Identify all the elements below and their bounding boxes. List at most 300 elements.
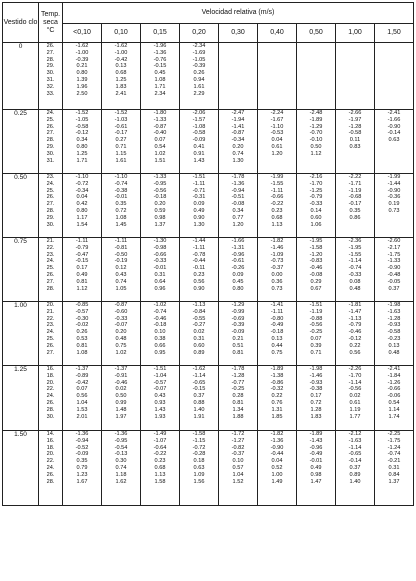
pmv-value: -1.43 — [309, 437, 323, 444]
pmv-value: -0.66 — [387, 386, 401, 393]
pmv-value: -1.10 — [270, 123, 284, 130]
temperature-value: 21. — [46, 238, 55, 244]
temperature-value: 22. — [46, 244, 55, 251]
pmv-value: -0.48 — [387, 271, 401, 278]
pmv-value: -0.90 — [270, 444, 284, 451]
pmv-value: 1.37 — [388, 478, 400, 485]
pmv-value: -1.36 — [270, 437, 284, 444]
pmv-value: -0.60 — [114, 308, 128, 315]
pmv-value: -0.33 — [153, 258, 167, 265]
temperature-value: 20. — [46, 379, 55, 386]
temperature-value: 27. — [46, 201, 55, 208]
pmv-value: -0.93 — [387, 322, 401, 329]
pmv-value: 0.94 — [193, 76, 205, 83]
pmv-value: -0.55 — [192, 315, 206, 322]
pmv-value: 0.75 — [115, 342, 127, 349]
pmv-value: -1.98 — [309, 366, 323, 372]
pmv-value: 1.48 — [115, 406, 127, 413]
pmv-value: 0.38 — [154, 335, 166, 342]
pmv-value: 1.97 — [115, 413, 127, 420]
pmv-value-cell — [336, 174, 375, 238]
temperature-value: 23. — [46, 174, 55, 180]
pmv-value: 0.81 — [76, 278, 88, 285]
pmv-value-cell — [336, 431, 375, 506]
pmv-value: -1.82 — [270, 238, 284, 244]
pmv-value: -1.27 — [231, 437, 245, 444]
pmv-value: 0.98 — [154, 214, 166, 221]
pmv-value: 0.34 — [232, 207, 244, 214]
pmv-value: 1.96 — [76, 83, 88, 90]
pmv-value: 1.34 — [232, 406, 244, 413]
pmv-value-cell — [102, 110, 141, 174]
pmv-value: 0.37 — [349, 464, 361, 471]
pmv-value: -1.28 — [348, 123, 362, 130]
pmv-value: 0.75 — [271, 349, 283, 356]
temperature-value: 27. — [46, 349, 55, 356]
pmv-value: -1.07 — [153, 437, 167, 444]
pmv-value: -2.26 — [348, 366, 362, 372]
temperature-value: 31. — [46, 76, 55, 83]
pmv-value: -0.34 — [231, 137, 245, 144]
pmv-value: 0.81 — [232, 349, 244, 356]
pmv-value: 0.44 — [271, 342, 283, 349]
pmv-value: 0.22 — [349, 342, 361, 349]
pmv-value: 2.29 — [193, 90, 205, 97]
pmv-value: -1.46 — [309, 372, 323, 379]
pmv-value: -0.38 — [309, 386, 323, 393]
pmv-value: -1.46 — [270, 244, 284, 251]
pmv-value: 1.02 — [154, 150, 166, 157]
table-row — [3, 302, 414, 366]
temperature-value: 28. — [46, 137, 55, 144]
pmv-value: 1.49 — [271, 478, 283, 485]
pmv-value: -0.11 — [192, 265, 206, 272]
pmv-value: 0.48 — [388, 349, 400, 356]
temperature-value: 21. — [46, 308, 55, 315]
pmv-value: 0.60 — [310, 214, 322, 221]
pmv-value: -0.18 — [153, 322, 167, 329]
temperature-value: 20. — [46, 451, 55, 458]
pmv-value-cell — [297, 174, 336, 238]
pmv-value: -2.60 — [387, 238, 401, 244]
pmv-value: -0.80 — [270, 315, 284, 322]
temperature-value: 24. — [46, 180, 55, 187]
pmv-value: -0.12 — [75, 130, 89, 137]
pmv-value: -0.82 — [231, 444, 245, 451]
pmv-value: 0.39 — [310, 342, 322, 349]
temperature-value: 26. — [46, 123, 55, 130]
pmv-value: -0.46 — [114, 379, 128, 386]
pmv-value: 1.23 — [76, 471, 88, 478]
pmv-value: 0.20 — [115, 329, 127, 336]
pmv-value: -2.24 — [270, 110, 284, 116]
pmv-value: -0.98 — [153, 244, 167, 251]
pmv-value: 0.50 — [115, 393, 127, 400]
pmv-value: 0.23 — [154, 458, 166, 465]
pmv-value: 0.90 — [193, 285, 205, 292]
pmv-value: -1.75 — [387, 251, 401, 258]
pmv-value: 1.71 — [76, 157, 88, 164]
pmv-value: 0.35 — [76, 458, 88, 465]
pmv-value: 1.71 — [154, 83, 166, 90]
pmv-value: 1.40 — [193, 406, 205, 413]
pmv-value-cell — [180, 43, 219, 110]
pmv-value-cell — [180, 366, 219, 431]
pmv-value: -0.61 — [114, 123, 128, 130]
pmv-value: 0.93 — [154, 399, 166, 406]
pmv-value: 0.21 — [76, 63, 88, 70]
pmv-value: -1.14 — [192, 372, 206, 379]
pmv-value: -0.25 — [309, 329, 323, 336]
pmv-value: 1.37 — [154, 221, 166, 228]
pmv-value: 1.31 — [271, 406, 283, 413]
pmv-value: -1.10 — [75, 174, 89, 180]
pmv-value: 0.73 — [388, 207, 400, 214]
pmv-value: 0.57 — [232, 464, 244, 471]
pmv-value: 0.17 — [310, 393, 322, 400]
pmv-value: -1.38 — [270, 372, 284, 379]
pmv-value: 0.68 — [154, 464, 166, 471]
pmv-value: -0.76 — [153, 56, 167, 63]
pmv-value: -1.97 — [348, 116, 362, 123]
pmv-value: -1.57 — [192, 116, 206, 123]
temperature-value: 26. — [46, 342, 55, 349]
pmv-value: -1.95 — [309, 238, 323, 244]
pmv-value: -0.22 — [270, 201, 284, 208]
pmv-value: -0.05 — [387, 278, 401, 285]
pmv-value: -0.57 — [153, 379, 167, 386]
pmv-value: 0.52 — [271, 464, 283, 471]
pmv-value: -0.22 — [153, 451, 167, 458]
pmv-value: -1.75 — [387, 437, 401, 444]
pmv-value: -0.46 — [309, 265, 323, 272]
pmv-value: 0.31 — [193, 335, 205, 342]
pmv-value: -1.11 — [114, 238, 128, 244]
pmv-value: 0.07 — [154, 137, 166, 144]
pmv-value: -0.25 — [231, 386, 245, 393]
pmv-value: -1.63 — [348, 437, 362, 444]
pmv-value: 0.17 — [76, 265, 88, 272]
pmv-value: -2.66 — [348, 110, 362, 116]
pmv-value: -0.56 — [348, 386, 362, 393]
pmv-value: -1.94 — [231, 116, 245, 123]
pmv-value: 0.36 — [271, 278, 283, 285]
pmv-value: -0.90 — [387, 265, 401, 272]
pmv-value: 1.30 — [193, 221, 205, 228]
table-row — [3, 174, 414, 238]
pmv-value: -0.96 — [231, 251, 245, 258]
pmv-value: -2.41 — [387, 110, 401, 116]
pmv-value: -0.58 — [192, 130, 206, 137]
pmv-value: 0.61 — [271, 143, 283, 150]
pmv-table — [2, 2, 414, 506]
pmv-value: -0.89 — [75, 372, 89, 379]
pmv-value: -2.16 — [309, 174, 323, 180]
velocity-col-header: 0,40 — [258, 24, 297, 43]
pmv-value: -0.01 — [114, 194, 128, 201]
pmv-value: 1.28 — [310, 406, 322, 413]
pmv-value: 0.71 — [310, 349, 322, 356]
pmv-value-cell — [375, 110, 414, 174]
pmv-value: 0.14 — [310, 207, 322, 214]
pmv-value: -0.86 — [270, 379, 284, 386]
pmv-value-cell — [141, 366, 180, 431]
velocity-col-header: <0,10 — [63, 24, 102, 43]
pmv-value: 1.12 — [310, 150, 322, 157]
pmv-value: 1.83 — [115, 83, 127, 90]
pmv-value: 0.80 — [76, 143, 88, 150]
pmv-value: -1.52 — [114, 110, 128, 116]
pmv-value: 0.83 — [349, 143, 361, 150]
pmv-value: 1.05 — [115, 285, 127, 292]
pmv-value: -1.11 — [75, 238, 89, 244]
temperature-value: 32. — [46, 83, 55, 90]
pmv-value-cell — [141, 431, 180, 506]
pmv-value: -1.80 — [153, 110, 167, 116]
clo-value: 0.25 — [3, 110, 39, 174]
pmv-value: 0.72 — [310, 399, 322, 406]
pmv-value: -1.51 — [309, 302, 323, 308]
pmv-value: -0.87 — [114, 302, 128, 308]
pmv-value: 1.61 — [115, 157, 127, 164]
pmv-value: -1.11 — [192, 244, 206, 251]
pmv-value: -0.36 — [387, 194, 401, 201]
table-row — [3, 238, 414, 302]
pmv-value-cell — [219, 174, 258, 238]
pmv-value: -0.38 — [114, 187, 128, 194]
pmv-value: -1.19 — [348, 187, 362, 194]
pmv-value: -2.06 — [192, 110, 206, 116]
pmv-value: -1.98 — [387, 302, 401, 308]
pmv-value-cell — [336, 110, 375, 174]
pmv-value: -0.70 — [309, 130, 323, 137]
pmv-value: 0.26 — [76, 329, 88, 336]
pmv-value: 0.61 — [349, 399, 361, 406]
pmv-value: 1.20 — [232, 221, 244, 228]
pmv-value: -1.89 — [270, 366, 284, 372]
pmv-value: -1.04 — [153, 372, 167, 379]
pmv-value: -1.36 — [153, 49, 167, 56]
pmv-value-cell — [297, 110, 336, 174]
pmv-value: 1.43 — [193, 157, 205, 164]
pmv-value-cell — [63, 110, 102, 174]
pmv-value-cell — [141, 174, 180, 238]
temperature-value: 26. — [46, 194, 55, 201]
pmv-value: -0.87 — [231, 130, 245, 137]
pmv-value: -0.85 — [75, 302, 89, 308]
pmv-value: 1.08 — [115, 214, 127, 221]
pmv-value: 1.40 — [349, 478, 361, 485]
clo-header: Vestido clo — [3, 3, 39, 43]
pmv-value: 0.19 — [388, 201, 400, 208]
pmv-value: -1.44 — [192, 238, 206, 244]
temperature-value: 33. — [46, 90, 55, 97]
pmv-value: -0.61 — [231, 258, 245, 265]
pmv-value-cell — [102, 238, 141, 302]
pmv-value: -0.37 — [231, 451, 245, 458]
pmv-value: -1.81 — [348, 302, 362, 308]
pmv-value: -0.18 — [270, 329, 284, 336]
table-row — [3, 431, 414, 506]
pmv-value: -2.47 — [231, 110, 245, 116]
pmv-value: 1.74 — [388, 413, 400, 420]
pmv-value: -0.66 — [270, 194, 284, 201]
temperature-value: 28. — [46, 406, 55, 413]
pmv-value: 0.72 — [115, 207, 127, 214]
pmv-value: -1.25 — [309, 187, 323, 194]
pmv-value: 0.90 — [193, 214, 205, 221]
pmv-value: 1.93 — [154, 413, 166, 420]
pmv-value: -1.66 — [231, 238, 245, 244]
pmv-value: 0.63 — [388, 137, 400, 144]
temperature-value: 24. — [46, 393, 55, 400]
table-row — [3, 366, 414, 431]
pmv-value: 1.04 — [76, 399, 88, 406]
pmv-value: -1.95 — [348, 244, 362, 251]
temperature-value: 29. — [46, 214, 55, 221]
pmv-value: -1.89 — [309, 431, 323, 437]
temperature-value: 23. — [46, 251, 55, 258]
pmv-value-cell — [219, 302, 258, 366]
pmv-value: 2.01 — [76, 413, 88, 420]
pmv-value-cell — [63, 43, 102, 110]
pmv-value: -0.08 — [231, 201, 245, 208]
pmv-value: -2.17 — [387, 244, 401, 251]
pmv-value: 1.17 — [76, 214, 88, 221]
temperature-value: 27. — [46, 130, 55, 137]
pmv-value: -1.78 — [231, 174, 245, 180]
pmv-value-cell — [258, 431, 297, 506]
pmv-value: -1.71 — [348, 180, 362, 187]
pmv-value: 0.84 — [388, 471, 400, 478]
pmv-value: -0.14 — [387, 130, 401, 137]
pmv-value: -1.58 — [192, 431, 206, 437]
pmv-value: 0.02 — [193, 329, 205, 336]
pmv-value: 1.18 — [115, 471, 127, 478]
pmv-value: -1.09 — [270, 251, 284, 258]
pmv-value: -0.94 — [231, 187, 245, 194]
pmv-value: -0.58 — [75, 123, 89, 130]
table-body — [3, 43, 414, 506]
pmv-value: 0.63 — [193, 464, 205, 471]
pmv-value: -0.01 — [153, 265, 167, 272]
pmv-value: -1.11 — [192, 180, 206, 187]
clo-value: 0 — [3, 43, 39, 110]
pmv-value: 0.26 — [193, 70, 205, 77]
pmv-value: -0.33 — [309, 201, 323, 208]
pmv-value: 0.99 — [115, 399, 127, 406]
temperature-list — [39, 238, 63, 302]
pmv-value: 1.14 — [388, 406, 400, 413]
pmv-value-cell — [258, 110, 297, 174]
pmv-value: 0.23 — [193, 271, 205, 278]
pmv-value: 2.50 — [76, 90, 88, 97]
pmv-value: 2.41 — [115, 90, 127, 97]
pmv-value-cell — [102, 302, 141, 366]
pmv-value: 0.88 — [193, 399, 205, 406]
pmv-value-cell — [63, 431, 102, 506]
pmv-value: -0.78 — [192, 251, 206, 258]
pmv-value: 0.21 — [232, 335, 244, 342]
temperature-value: 29. — [46, 143, 55, 150]
temperature-value: 22. — [46, 315, 55, 322]
pmv-value: -0.87 — [153, 123, 167, 130]
pmv-value-cell — [375, 302, 414, 366]
pmv-value: -0.26 — [231, 265, 245, 272]
pmv-value: -0.51 — [231, 194, 245, 201]
pmv-value: 0.98 — [310, 471, 322, 478]
pmv-value: 0.09 — [193, 201, 205, 208]
pmv-value: -1.03 — [114, 116, 128, 123]
pmv-value: -1.62 — [75, 43, 89, 49]
pmv-value-cell — [336, 43, 375, 110]
pmv-value-cell — [219, 110, 258, 174]
pmv-value: -0.23 — [387, 335, 401, 342]
pmv-value: 0.00 — [271, 271, 283, 278]
temperature-value: 18. — [46, 372, 55, 379]
pmv-value: -1.51 — [153, 366, 167, 372]
pmv-value: -1.14 — [348, 258, 362, 265]
pmv-value: -0.54 — [114, 444, 128, 451]
pmv-value: 0.04 — [76, 194, 88, 201]
pmv-value: -0.83 — [309, 258, 323, 265]
pmv-value: -0.72 — [192, 444, 206, 451]
pmv-value: -0.02 — [75, 322, 89, 329]
pmv-value: 0.81 — [232, 399, 244, 406]
temperature-list — [39, 431, 63, 506]
temperature-list — [39, 174, 63, 238]
pmv-value: -0.47 — [75, 251, 89, 258]
pmv-value: -0.56 — [309, 322, 323, 329]
pmv-value: -1.20 — [309, 251, 323, 258]
pmv-value: 0.64 — [154, 278, 166, 285]
pmv-value: -0.19 — [114, 258, 128, 265]
pmv-value: -0.69 — [231, 315, 245, 322]
temperature-value: 25. — [46, 187, 55, 194]
pmv-value: 0.20 — [232, 143, 244, 150]
pmv-value-cell — [219, 238, 258, 302]
pmv-value: -0.49 — [309, 451, 323, 458]
temperature-value: 22. — [46, 386, 55, 393]
temperature-list — [39, 110, 63, 174]
pmv-value-cell — [297, 366, 336, 431]
pmv-value: -1.69 — [192, 49, 206, 56]
pmv-value: -0.72 — [75, 180, 89, 187]
pmv-value: 0.31 — [388, 464, 400, 471]
pmv-value: -1.30 — [153, 238, 167, 244]
pmv-value: -0.58 — [348, 130, 362, 137]
pmv-value: -0.09 — [75, 451, 89, 458]
pmv-value: 0.08 — [349, 278, 361, 285]
temperature-value: 24. — [46, 329, 55, 336]
pmv-value: 0.48 — [115, 335, 127, 342]
pmv-value: -0.42 — [114, 56, 128, 63]
pmv-value: -2.48 — [309, 110, 323, 116]
velocity-col-header: 0,20 — [180, 24, 219, 43]
pmv-value-cell — [102, 431, 141, 506]
pmv-value: -0.46 — [348, 329, 362, 336]
pmv-value: 2.34 — [154, 90, 166, 97]
pmv-value: 0.86 — [349, 214, 361, 221]
pmv-value: -0.09 — [231, 329, 245, 336]
temperature-value: 16. — [46, 437, 55, 444]
temperature-value: 29. — [46, 63, 55, 70]
pmv-value: -0.96 — [309, 444, 323, 451]
temperature-value: 24. — [46, 464, 55, 471]
pmv-value: -1.41 — [231, 123, 245, 130]
pmv-value: 1.62 — [115, 478, 127, 485]
temperature-list — [39, 43, 63, 110]
